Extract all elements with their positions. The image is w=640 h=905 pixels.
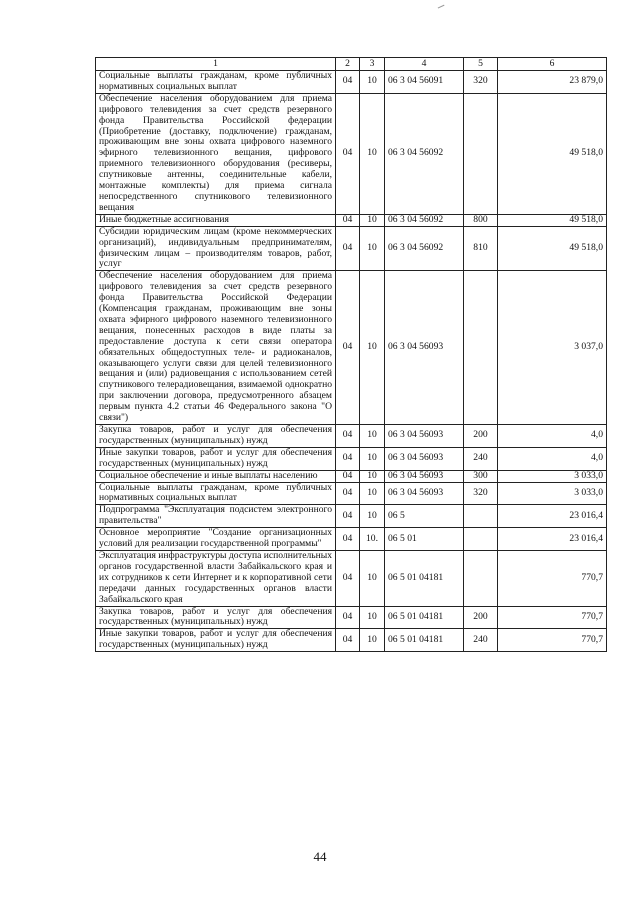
expense-type-cell: 240 xyxy=(464,447,498,470)
table-row xyxy=(96,505,607,528)
target-code-cell: 06 3 04 56092 xyxy=(385,93,464,214)
section-code-cell: 04 xyxy=(336,447,360,470)
target-code-cell: 06 5 01 04181 xyxy=(385,550,464,606)
section-code-cell: 04 xyxy=(336,629,360,652)
subsection-code-cell: 10 xyxy=(360,606,385,629)
target-code-cell: 06 3 04 56093 xyxy=(385,425,464,448)
section-code-cell: 04 xyxy=(336,425,360,448)
expense-type-cell xyxy=(464,271,498,425)
scan-mark xyxy=(438,5,446,11)
table-row xyxy=(96,425,607,448)
expense-type-cell xyxy=(464,528,498,551)
row-name-cell: Социальные выплаты гражданам, кроме публичных нормативных социальных выплат xyxy=(96,71,336,94)
expense-type-cell: 200 xyxy=(464,425,498,448)
table-row xyxy=(96,71,607,94)
subsection-code-cell: 10 xyxy=(360,482,385,505)
amount-cell: 23 879,0 xyxy=(498,71,607,94)
amount-cell: 770,7 xyxy=(498,550,607,606)
table-row xyxy=(96,226,607,271)
subsection-code-cell: 10 xyxy=(360,214,385,226)
amount-cell: 4,0 xyxy=(498,425,607,448)
section-code-cell: 04 xyxy=(336,550,360,606)
target-code-cell: 06 3 04 56091 xyxy=(385,71,464,94)
row-name-cell: Обеспечение населения оборудованием для приема цифрового телевидения за счет средств резервного фонда Правительства Российской Федерации (Компенсация гражданам, проживающим вне зоны охвата эфирного цифрового наземного телевизионного вещания, понесенных расходов в виде платы за предоставление доступа к сети связи оператора обязательных общедоступных теле- и радиоканалов, оказывающего услуги связи для целей телевизионного вещания и (или) радиовещания с использованием сетей спутникового телерадиовещания, взимаемой однократно при заключении договора, предусмотренного абзацем первым пункта 4.2 статьи 46 Федерального закона "О связи") xyxy=(96,271,336,425)
row-name-cell: Закупка товаров, работ и услуг для обеспечения государственных (муниципальных) нужд xyxy=(96,606,336,629)
expense-type-cell: 300 xyxy=(464,470,498,482)
subsection-code-cell: 10 xyxy=(360,226,385,271)
target-code-cell: 06 3 04 56092 xyxy=(385,214,464,226)
row-name-cell: Подпрограмма "Эксплуатация подсистем электронного правительства" xyxy=(96,505,336,528)
subsection-code-cell: 10 xyxy=(360,71,385,94)
target-code-cell: 06 5 xyxy=(385,505,464,528)
subsection-code-cell: 10 xyxy=(360,425,385,448)
subsection-code-cell: 10 xyxy=(360,93,385,214)
section-code-cell: 04 xyxy=(336,93,360,214)
target-code-cell: 06 5 01 04181 xyxy=(385,606,464,629)
expense-type-cell: 320 xyxy=(464,482,498,505)
row-name-cell: Иные закупки товаров, работ и услуг для обеспечения государственных (муниципальных) нужд xyxy=(96,629,336,652)
budget-table xyxy=(95,57,607,652)
section-code-cell: 04 xyxy=(336,482,360,505)
amount-cell: 4,0 xyxy=(498,447,607,470)
row-name-cell: Иные закупки товаров, работ и услуг для обеспечения государственных (муниципальных) нужд xyxy=(96,447,336,470)
amount-cell: 49 518,0 xyxy=(498,93,607,214)
amount-cell: 49 518,0 xyxy=(498,214,607,226)
header-cell: 3 xyxy=(360,58,385,71)
target-code-cell: 06 3 04 56093 xyxy=(385,271,464,425)
row-name-cell: Эксплуатация инфраструктуры доступа исполнительных органов государственной власти Забайкальского края и их сотрудников к сети Интернет и к корпоративной сети передачи данных государственных органов власти Забайкальского края xyxy=(96,550,336,606)
expense-type-cell: 320 xyxy=(464,71,498,94)
amount-cell: 770,7 xyxy=(498,629,607,652)
section-code-cell: 04 xyxy=(336,470,360,482)
target-code-cell: 06 3 04 56093 xyxy=(385,470,464,482)
expense-type-cell xyxy=(464,550,498,606)
table-row xyxy=(96,482,607,505)
table-row xyxy=(96,606,607,629)
amount-cell: 770,7 xyxy=(498,606,607,629)
expense-type-cell xyxy=(464,505,498,528)
table-row xyxy=(96,470,607,482)
subsection-code-cell: 10 xyxy=(360,550,385,606)
target-code-cell: 06 3 04 56092 xyxy=(385,226,464,271)
subsection-code-cell: 10 xyxy=(360,629,385,652)
header-cell: 6 xyxy=(498,58,607,71)
expense-type-cell: 800 xyxy=(464,214,498,226)
section-code-cell: 04 xyxy=(336,71,360,94)
header-row xyxy=(96,58,607,71)
row-name-cell: Обеспечение населения оборудованием для приема цифрового телевидения за счет средств резервного фонда Правительства Российской федерации (Приобретение (доставку, подключение) гражданам, проживающим вне зоны охвата цифрового наземного эфирного телевизионного вещания, цифрового приемного телевизионного оборудования (ресиверы, спутниковые антенны, соединительные кабели, монтажные комплекты) для приема сигнала непосредственного спутникового телевизионного вещания xyxy=(96,93,336,214)
section-code-cell: 04 xyxy=(336,606,360,629)
amount-cell: 3 033,0 xyxy=(498,482,607,505)
row-name-cell: Социальные выплаты гражданам, кроме публичных нормативных социальных выплат xyxy=(96,482,336,505)
table-row xyxy=(96,214,607,226)
expense-type-cell: 810 xyxy=(464,226,498,271)
row-name-cell: Субсидии юридическим лицам (кроме некоммерческих организаций), индивидуальным предпринимателям, физическим лицам – производителям товаров, работ, услуг xyxy=(96,226,336,271)
section-code-cell: 04 xyxy=(336,271,360,425)
header-cell: 5 xyxy=(464,58,498,71)
subsection-code-cell: 10 xyxy=(360,505,385,528)
amount-cell: 23 016,4 xyxy=(498,505,607,528)
section-code-cell: 04 xyxy=(336,214,360,226)
section-code-cell: 04 xyxy=(336,528,360,551)
amount-cell: 49 518,0 xyxy=(498,226,607,271)
table-row xyxy=(96,550,607,606)
amount-cell: 3 037,0 xyxy=(498,271,607,425)
subsection-code-cell: 10. xyxy=(360,528,385,551)
section-code-cell: 04 xyxy=(336,505,360,528)
table-row xyxy=(96,528,607,551)
target-code-cell: 06 5 01 04181 xyxy=(385,629,464,652)
subsection-code-cell: 10 xyxy=(360,447,385,470)
target-code-cell: 06 5 01 xyxy=(385,528,464,551)
header-cell: 4 xyxy=(385,58,464,71)
row-name-cell: Закупка товаров, работ и услуг для обеспечения государственных (муниципальных) нужд xyxy=(96,425,336,448)
section-code-cell: 04 xyxy=(336,226,360,271)
expense-type-cell: 240 xyxy=(464,629,498,652)
table-row xyxy=(96,271,607,425)
amount-cell: 23 016,4 xyxy=(498,528,607,551)
table-row xyxy=(96,629,607,652)
table-row xyxy=(96,93,607,214)
row-name-cell: Иные бюджетные ассигнования xyxy=(96,214,336,226)
subsection-code-cell: 10 xyxy=(360,271,385,425)
page-number: 44 xyxy=(313,849,327,864)
amount-cell: 3 033,0 xyxy=(498,470,607,482)
expense-type-cell: 200 xyxy=(464,606,498,629)
target-code-cell: 06 3 04 56093 xyxy=(385,482,464,505)
subsection-code-cell: 10 xyxy=(360,470,385,482)
table-row xyxy=(96,447,607,470)
row-name-cell: Социальное обеспечение и иные выплаты населению xyxy=(96,470,336,482)
expense-type-cell xyxy=(464,93,498,214)
header-cell: 2 xyxy=(336,58,360,71)
target-code-cell: 06 3 04 56093 xyxy=(385,447,464,470)
header-cell: 1 xyxy=(96,58,336,71)
row-name-cell: Основное мероприятие "Создание организационных условий для реализации государственной программы" xyxy=(96,528,336,551)
